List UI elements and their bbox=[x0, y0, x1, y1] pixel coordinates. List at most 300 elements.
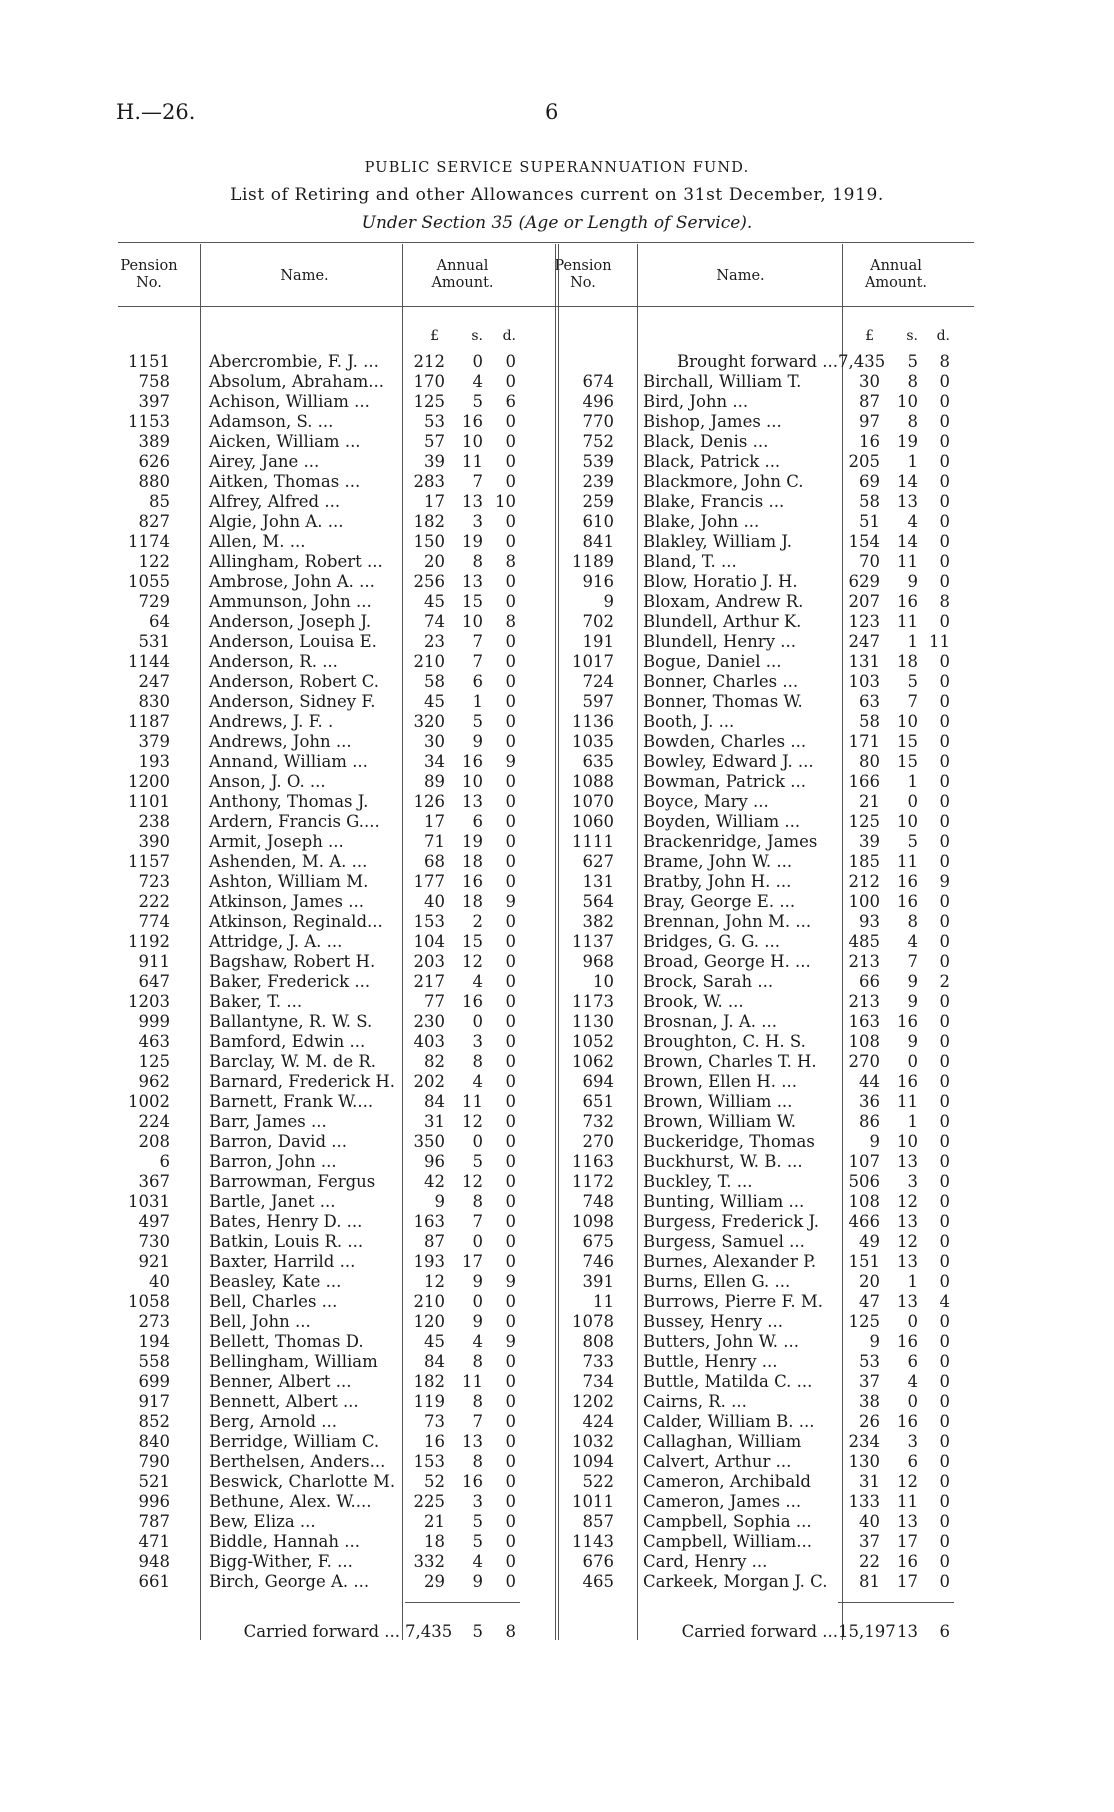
amount-shillings: 11 bbox=[897, 852, 918, 871]
amount-shillings: 16 bbox=[897, 592, 918, 611]
name-cell: Aicken, William ... bbox=[209, 432, 361, 451]
amount-pence: 0 bbox=[939, 1052, 950, 1071]
amount-pence: 11 bbox=[929, 632, 950, 651]
amount-pence: 0 bbox=[939, 572, 950, 591]
amount-pounds: 42 bbox=[424, 1172, 445, 1191]
pension-no: 651 bbox=[582, 1092, 614, 1111]
amount-shillings: 0 bbox=[472, 1232, 483, 1251]
amount-pence: 0 bbox=[505, 1492, 516, 1511]
amount-shillings: 5 bbox=[472, 1152, 483, 1171]
name-cell: Baker, T. ... bbox=[209, 992, 303, 1011]
amount-pounds: 212 bbox=[413, 352, 445, 371]
amount-shillings: 16 bbox=[462, 752, 483, 771]
pension-no-header: Pension No. bbox=[554, 258, 612, 291]
name-cell: Boyce, Mary ... bbox=[643, 792, 769, 811]
amount-pounds: 82 bbox=[424, 1052, 445, 1071]
amount-pence: 0 bbox=[939, 1312, 950, 1331]
amount-pounds: 58 bbox=[859, 712, 880, 731]
name-cell: Bell, John ... bbox=[209, 1312, 311, 1331]
amount-pence: 0 bbox=[939, 892, 950, 911]
name-cell: Bates, Henry D. ... bbox=[209, 1212, 363, 1231]
name-cell: Anthony, Thomas J. bbox=[209, 792, 369, 811]
amount-shillings: 3 bbox=[472, 1032, 483, 1051]
amount-shillings: 0 bbox=[472, 1012, 483, 1031]
amount-pounds: 70 bbox=[859, 552, 880, 571]
name-cell: Burrows, Pierre F. M. bbox=[643, 1292, 823, 1311]
amount-pence: 0 bbox=[505, 372, 516, 391]
amount-pence: 0 bbox=[939, 692, 950, 711]
amount-pence: 0 bbox=[505, 692, 516, 711]
amount-pence: 0 bbox=[505, 972, 516, 991]
name-cell: Bowden, Charles ... bbox=[643, 732, 807, 751]
pension-no: 521 bbox=[138, 1472, 170, 1491]
amount-shillings: 4 bbox=[472, 1072, 483, 1091]
amount-shillings: 4 bbox=[907, 1372, 918, 1391]
amount-shillings: 18 bbox=[462, 852, 483, 871]
pension-no: 1055 bbox=[128, 572, 170, 591]
name-cell: Ambrose, John A. ... bbox=[209, 572, 375, 591]
amount-pounds: 17 bbox=[424, 492, 445, 511]
amount-pence: 0 bbox=[505, 912, 516, 931]
amount-pounds: 22 bbox=[859, 1552, 880, 1571]
amount-pounds: 40 bbox=[859, 1512, 880, 1531]
amount-shillings: 10 bbox=[897, 392, 918, 411]
amount-pounds: 153 bbox=[413, 912, 445, 931]
amount-shillings: 5 bbox=[472, 1532, 483, 1551]
amount-pence: 0 bbox=[939, 952, 950, 971]
amount-pence: 8 bbox=[939, 592, 950, 611]
amount-pence: 0 bbox=[505, 1072, 516, 1091]
amount-shillings: 7 bbox=[472, 632, 483, 651]
header-bottom-rule bbox=[118, 306, 974, 307]
pension-no: 397 bbox=[138, 392, 170, 411]
name-cell: Buckeridge, Thomas bbox=[643, 1132, 815, 1151]
name-cell: Anderson, Louisa E. bbox=[209, 632, 377, 651]
amount-shillings: 1 bbox=[907, 1112, 918, 1131]
amount-pounds: 18 bbox=[424, 1532, 445, 1551]
pension-no: 1098 bbox=[572, 1212, 614, 1231]
pension-no: 40 bbox=[149, 1272, 170, 1291]
amount-pence: 0 bbox=[939, 412, 950, 431]
amount-pounds: 69 bbox=[859, 472, 880, 491]
amount-pounds: 213 bbox=[848, 952, 880, 971]
amount-shillings: 12 bbox=[897, 1192, 918, 1211]
pension-no: 1157 bbox=[128, 852, 170, 871]
name-cell: Algie, John A. ... bbox=[209, 512, 344, 531]
name-cell: Blundell, Arthur K. bbox=[643, 612, 802, 631]
amount-pence: 0 bbox=[939, 1432, 950, 1451]
name-header: Name. bbox=[280, 268, 329, 284]
pension-no: 1172 bbox=[572, 1172, 614, 1191]
name-cell: Bell, Charles ... bbox=[209, 1292, 338, 1311]
pension-no: 471 bbox=[138, 1532, 170, 1551]
pension-no: 1002 bbox=[128, 1092, 170, 1111]
amount-pence: 0 bbox=[939, 1392, 950, 1411]
amount-pounds: 332 bbox=[413, 1552, 445, 1571]
pounds-unit: £ bbox=[865, 328, 874, 344]
name-cell: Bowman, Patrick ... bbox=[643, 772, 806, 791]
pension-no: 1052 bbox=[572, 1032, 614, 1051]
pension-no: 827 bbox=[138, 512, 170, 531]
pension-no: 841 bbox=[582, 532, 614, 551]
name-cell: Achison, William ... bbox=[209, 392, 370, 411]
pension-no: 9 bbox=[603, 592, 614, 611]
amount-pence: 0 bbox=[939, 1112, 950, 1131]
name-cell: Bishop, James ... bbox=[643, 412, 782, 431]
amount-pounds: 52 bbox=[424, 1472, 445, 1491]
amount-pounds: 212 bbox=[848, 872, 880, 891]
amount-pence: 0 bbox=[939, 432, 950, 451]
list-title: List of Retiring and other Allowances current on 31st December, 1919. bbox=[230, 185, 884, 205]
pension-no: 597 bbox=[582, 692, 614, 711]
name-cell: Ashenden, M. A. ... bbox=[209, 852, 368, 871]
name-cell: Blake, Francis ... bbox=[643, 492, 785, 511]
amount-pence: 0 bbox=[505, 472, 516, 491]
amount-pence: 0 bbox=[505, 1392, 516, 1411]
carried-forward-pence: 8 bbox=[505, 1622, 516, 1641]
amount-pence: 0 bbox=[505, 1032, 516, 1051]
amount-shillings: 10 bbox=[462, 772, 483, 791]
name-cell: Bussey, Henry ... bbox=[643, 1312, 784, 1331]
amount-pounds: 34 bbox=[424, 752, 445, 771]
pension-no: 193 bbox=[138, 752, 170, 771]
amount-pounds: 26 bbox=[859, 1412, 880, 1431]
amount-pence: 0 bbox=[939, 732, 950, 751]
pension-no: 1144 bbox=[128, 652, 170, 671]
amount-shillings: 6 bbox=[472, 812, 483, 831]
amount-pounds: 171 bbox=[848, 732, 880, 751]
name-cell: Barron, John ... bbox=[209, 1152, 337, 1171]
amount-pounds: 87 bbox=[859, 392, 880, 411]
amount-pounds: 45 bbox=[424, 592, 445, 611]
amount-pounds: 16 bbox=[859, 432, 880, 451]
pension-no: 463 bbox=[138, 1032, 170, 1051]
amount-pence: 0 bbox=[939, 652, 950, 671]
amount-pounds: 485 bbox=[848, 932, 880, 951]
amount-pence: 0 bbox=[939, 792, 950, 811]
amount-pence: 0 bbox=[939, 1032, 950, 1051]
amount-pounds: 210 bbox=[413, 1292, 445, 1311]
amount-pounds: 84 bbox=[424, 1352, 445, 1371]
name-cell: Allingham, Robert ... bbox=[209, 552, 383, 571]
pension-no: 1111 bbox=[572, 832, 614, 851]
amount-shillings: 8 bbox=[472, 552, 483, 571]
amount-pence: 0 bbox=[939, 1512, 950, 1531]
amount-pence: 0 bbox=[939, 932, 950, 951]
pension-no: 259 bbox=[582, 492, 614, 511]
pension-no: 852 bbox=[138, 1412, 170, 1431]
pension-no: 1032 bbox=[572, 1432, 614, 1451]
pension-no: 1094 bbox=[572, 1452, 614, 1471]
amount-shillings: 2 bbox=[472, 912, 483, 931]
amount-shillings: 15 bbox=[462, 592, 483, 611]
amount-shillings: 8 bbox=[472, 1452, 483, 1471]
amount-shillings: 1 bbox=[907, 452, 918, 471]
pension-no: 539 bbox=[582, 452, 614, 471]
amount-shillings: 11 bbox=[897, 1492, 918, 1511]
pension-no: 1151 bbox=[128, 352, 170, 371]
amount-shillings: 13 bbox=[897, 1512, 918, 1531]
amount-shillings: 16 bbox=[462, 872, 483, 891]
pension-no: 1130 bbox=[572, 1012, 614, 1031]
amount-shillings: 6 bbox=[472, 672, 483, 691]
amount-shillings: 4 bbox=[472, 1332, 483, 1351]
pension-no: 558 bbox=[138, 1352, 170, 1371]
amount-shillings: 5 bbox=[472, 1512, 483, 1531]
amount-pence: 0 bbox=[505, 672, 516, 691]
name-cell: Bagshaw, Robert H. bbox=[209, 952, 376, 971]
amount-pence: 0 bbox=[939, 832, 950, 851]
amount-pence: 0 bbox=[939, 772, 950, 791]
amount-pence: 0 bbox=[939, 1192, 950, 1211]
amount-shillings: 8 bbox=[907, 412, 918, 431]
amount-pounds: 350 bbox=[413, 1132, 445, 1151]
amount-shillings: 0 bbox=[907, 792, 918, 811]
amount-pounds: 96 bbox=[424, 1152, 445, 1171]
column-rule bbox=[637, 244, 638, 1640]
amount-pence: 0 bbox=[505, 1092, 516, 1111]
name-cell: Armit, Joseph ... bbox=[209, 832, 344, 851]
pension-no: 676 bbox=[582, 1552, 614, 1571]
pension-no: 729 bbox=[138, 592, 170, 611]
amount-shillings: 1 bbox=[907, 632, 918, 651]
amount-pounds: 123 bbox=[848, 612, 880, 631]
pension-no: 522 bbox=[582, 1472, 614, 1491]
amount-pence: 0 bbox=[505, 1112, 516, 1131]
name-cell: Atkinson, Reginald... bbox=[209, 912, 383, 931]
name-cell: Burns, Ellen G. ... bbox=[643, 1272, 791, 1291]
amount-pence: 0 bbox=[505, 572, 516, 591]
pension-no: 921 bbox=[138, 1252, 170, 1271]
amount-pence: 0 bbox=[939, 912, 950, 931]
amount-pence: 0 bbox=[939, 1012, 950, 1031]
amount-pence: 0 bbox=[505, 512, 516, 531]
name-cell: Berthelsen, Anders... bbox=[209, 1452, 386, 1471]
brought-forward-pence: 8 bbox=[939, 352, 950, 371]
amount-shillings: 9 bbox=[472, 732, 483, 751]
name-cell: Biddle, Hannah ... bbox=[209, 1532, 360, 1551]
pension-no: 724 bbox=[582, 672, 614, 691]
pension-no: 382 bbox=[582, 912, 614, 931]
amount-pence: 0 bbox=[939, 1092, 950, 1111]
amount-pounds: 107 bbox=[848, 1152, 880, 1171]
amount-shillings: 3 bbox=[907, 1432, 918, 1451]
pension-no: 674 bbox=[582, 372, 614, 391]
amount-shillings: 8 bbox=[472, 1192, 483, 1211]
pension-no: 647 bbox=[138, 972, 170, 991]
name-cell: Barrowman, Fergus bbox=[209, 1172, 376, 1191]
amount-pounds: 80 bbox=[859, 752, 880, 771]
amount-shillings: 5 bbox=[472, 392, 483, 411]
amount-pence: 0 bbox=[939, 812, 950, 831]
amount-pounds: 217 bbox=[413, 972, 445, 991]
pension-no: 222 bbox=[138, 892, 170, 911]
pension-no: 239 bbox=[582, 472, 614, 491]
amount-pounds: 182 bbox=[413, 512, 445, 531]
pension-no: 1187 bbox=[128, 712, 170, 731]
amount-shillings: 11 bbox=[897, 1092, 918, 1111]
amount-pounds: 108 bbox=[848, 1192, 880, 1211]
name-cell: Barclay, W. M. de R. bbox=[209, 1052, 377, 1071]
amount-shillings: 6 bbox=[907, 1352, 918, 1371]
pension-no: 6 bbox=[159, 1152, 170, 1171]
amount-shillings: 0 bbox=[907, 1312, 918, 1331]
name-cell: Blow, Horatio J. H. bbox=[643, 572, 798, 591]
amount-pounds: 21 bbox=[859, 792, 880, 811]
amount-shillings: 0 bbox=[472, 1292, 483, 1311]
amount-pence: 0 bbox=[505, 872, 516, 891]
amount-shillings: 16 bbox=[897, 1332, 918, 1351]
name-cell: Allen, M. ... bbox=[209, 532, 306, 551]
name-cell: Adamson, S. ... bbox=[209, 412, 334, 431]
name-cell: Alfrey, Alfred ... bbox=[209, 492, 341, 511]
name-cell: Brown, William W. bbox=[643, 1112, 797, 1131]
amount-pounds: 151 bbox=[848, 1252, 880, 1271]
pension-no: 1143 bbox=[572, 1532, 614, 1551]
amount-pounds: 37 bbox=[859, 1372, 880, 1391]
pension-no: 699 bbox=[138, 1372, 170, 1391]
amount-pounds: 108 bbox=[848, 1032, 880, 1051]
amount-shillings: 16 bbox=[462, 412, 483, 431]
amount-pounds: 320 bbox=[413, 712, 445, 731]
amount-pence: 0 bbox=[505, 1432, 516, 1451]
amount-shillings: 7 bbox=[472, 652, 483, 671]
pension-no: 1173 bbox=[572, 992, 614, 1011]
pension-no: 730 bbox=[138, 1232, 170, 1251]
amount-pounds: 104 bbox=[413, 932, 445, 951]
amount-pounds: 21 bbox=[424, 1512, 445, 1531]
pension-no: 962 bbox=[138, 1072, 170, 1091]
amount-pence: 0 bbox=[505, 1472, 516, 1491]
name-cell: Cameron, Archibald bbox=[643, 1472, 811, 1491]
pence-unit: d. bbox=[502, 328, 516, 344]
amount-pence: 9 bbox=[505, 752, 516, 771]
pension-no: 880 bbox=[138, 472, 170, 491]
pension-no: 11 bbox=[593, 1292, 614, 1311]
amount-pounds: 170 bbox=[413, 372, 445, 391]
amount-pence: 0 bbox=[505, 1052, 516, 1071]
name-cell: Brock, Sarah ... bbox=[643, 972, 774, 991]
pension-no: 1136 bbox=[572, 712, 614, 731]
amount-pounds: 53 bbox=[424, 412, 445, 431]
amount-pence: 0 bbox=[505, 852, 516, 871]
pension-no: 694 bbox=[582, 1072, 614, 1091]
amount-shillings: 1 bbox=[907, 772, 918, 791]
name-cell: Blakley, William J. bbox=[643, 532, 792, 551]
name-header: Name. bbox=[716, 268, 765, 284]
amount-pounds: 49 bbox=[859, 1232, 880, 1251]
pension-no: 661 bbox=[138, 1572, 170, 1591]
name-cell: Absolum, Abraham... bbox=[209, 372, 384, 391]
amount-shillings: 10 bbox=[897, 812, 918, 831]
pension-no: 770 bbox=[582, 412, 614, 431]
amount-pounds: 225 bbox=[413, 1492, 445, 1511]
amount-pounds: 133 bbox=[848, 1492, 880, 1511]
amount-pounds: 203 bbox=[413, 952, 445, 971]
name-cell: Bloxam, Andrew R. bbox=[643, 592, 804, 611]
pension-no: 911 bbox=[138, 952, 170, 971]
name-cell: Card, Henry ... bbox=[643, 1552, 768, 1571]
pension-no: 723 bbox=[138, 872, 170, 891]
carried-forward-pence: 6 bbox=[939, 1622, 950, 1641]
amount-pounds: 12 bbox=[424, 1272, 445, 1291]
column-rule bbox=[200, 244, 201, 1640]
name-cell: Bray, George E. ... bbox=[643, 892, 796, 911]
amount-pence: 0 bbox=[939, 1472, 950, 1491]
pension-no: 626 bbox=[138, 452, 170, 471]
brought-forward-pounds: 7,435 bbox=[838, 352, 886, 371]
amount-shillings: 10 bbox=[897, 712, 918, 731]
amount-pence: 0 bbox=[505, 1212, 516, 1231]
amount-pence: 0 bbox=[505, 432, 516, 451]
pension-no: 1011 bbox=[572, 1492, 614, 1511]
name-cell: Benner, Albert ... bbox=[209, 1372, 352, 1391]
pension-no: 1174 bbox=[128, 532, 170, 551]
amount-pence: 0 bbox=[505, 992, 516, 1011]
amount-pounds: 68 bbox=[424, 852, 445, 871]
amount-pence: 0 bbox=[939, 512, 950, 531]
amount-pence: 0 bbox=[505, 1192, 516, 1211]
amount-shillings: 9 bbox=[907, 972, 918, 991]
amount-pence: 0 bbox=[505, 632, 516, 651]
amount-shillings: 3 bbox=[472, 512, 483, 531]
pension-no: 758 bbox=[138, 372, 170, 391]
pension-no: 1137 bbox=[572, 932, 614, 951]
pension-no: 208 bbox=[138, 1132, 170, 1151]
amount-pence: 0 bbox=[939, 1212, 950, 1231]
amount-shillings: 3 bbox=[907, 1172, 918, 1191]
amount-pence: 0 bbox=[939, 552, 950, 571]
amount-pence: 0 bbox=[939, 1532, 950, 1551]
amount-shillings: 9 bbox=[472, 1312, 483, 1331]
pension-no: 122 bbox=[138, 552, 170, 571]
amount-pence: 0 bbox=[505, 732, 516, 751]
name-cell: Anderson, R. ... bbox=[209, 652, 338, 671]
amount-pounds: 39 bbox=[424, 452, 445, 471]
carried-forward-shillings: 5 bbox=[472, 1622, 483, 1641]
pension-no: 732 bbox=[582, 1112, 614, 1131]
amount-pounds: 506 bbox=[848, 1172, 880, 1191]
amount-shillings: 17 bbox=[897, 1572, 918, 1591]
amount-pounds: 53 bbox=[859, 1352, 880, 1371]
amount-shillings: 4 bbox=[472, 972, 483, 991]
amount-pounds: 125 bbox=[413, 392, 445, 411]
amount-pence: 0 bbox=[939, 1352, 950, 1371]
pension-no: 1058 bbox=[128, 1292, 170, 1311]
name-cell: Barr, James ... bbox=[209, 1112, 327, 1131]
amount-pounds: 31 bbox=[859, 1472, 880, 1491]
pension-no: 238 bbox=[138, 812, 170, 831]
amount-shillings: 10 bbox=[897, 1132, 918, 1151]
pension-no: 748 bbox=[582, 1192, 614, 1211]
amount-pence: 0 bbox=[505, 532, 516, 551]
pension-no: 808 bbox=[582, 1332, 614, 1351]
name-cell: Bonner, Thomas W. bbox=[643, 692, 803, 711]
amount-pounds: 58 bbox=[859, 492, 880, 511]
carried-forward-shillings: 13 bbox=[897, 1622, 918, 1641]
column-rule bbox=[402, 244, 403, 1640]
amount-pence: 0 bbox=[505, 592, 516, 611]
amount-shillings: 15 bbox=[897, 752, 918, 771]
name-cell: Bellingham, William bbox=[209, 1352, 378, 1371]
amount-pence: 0 bbox=[505, 792, 516, 811]
amount-shillings: 17 bbox=[462, 1252, 483, 1271]
pension-no: 627 bbox=[582, 852, 614, 871]
amount-pounds: 163 bbox=[413, 1212, 445, 1231]
amount-shillings: 0 bbox=[907, 1392, 918, 1411]
amount-pounds: 39 bbox=[859, 832, 880, 851]
amount-shillings: 10 bbox=[462, 612, 483, 631]
